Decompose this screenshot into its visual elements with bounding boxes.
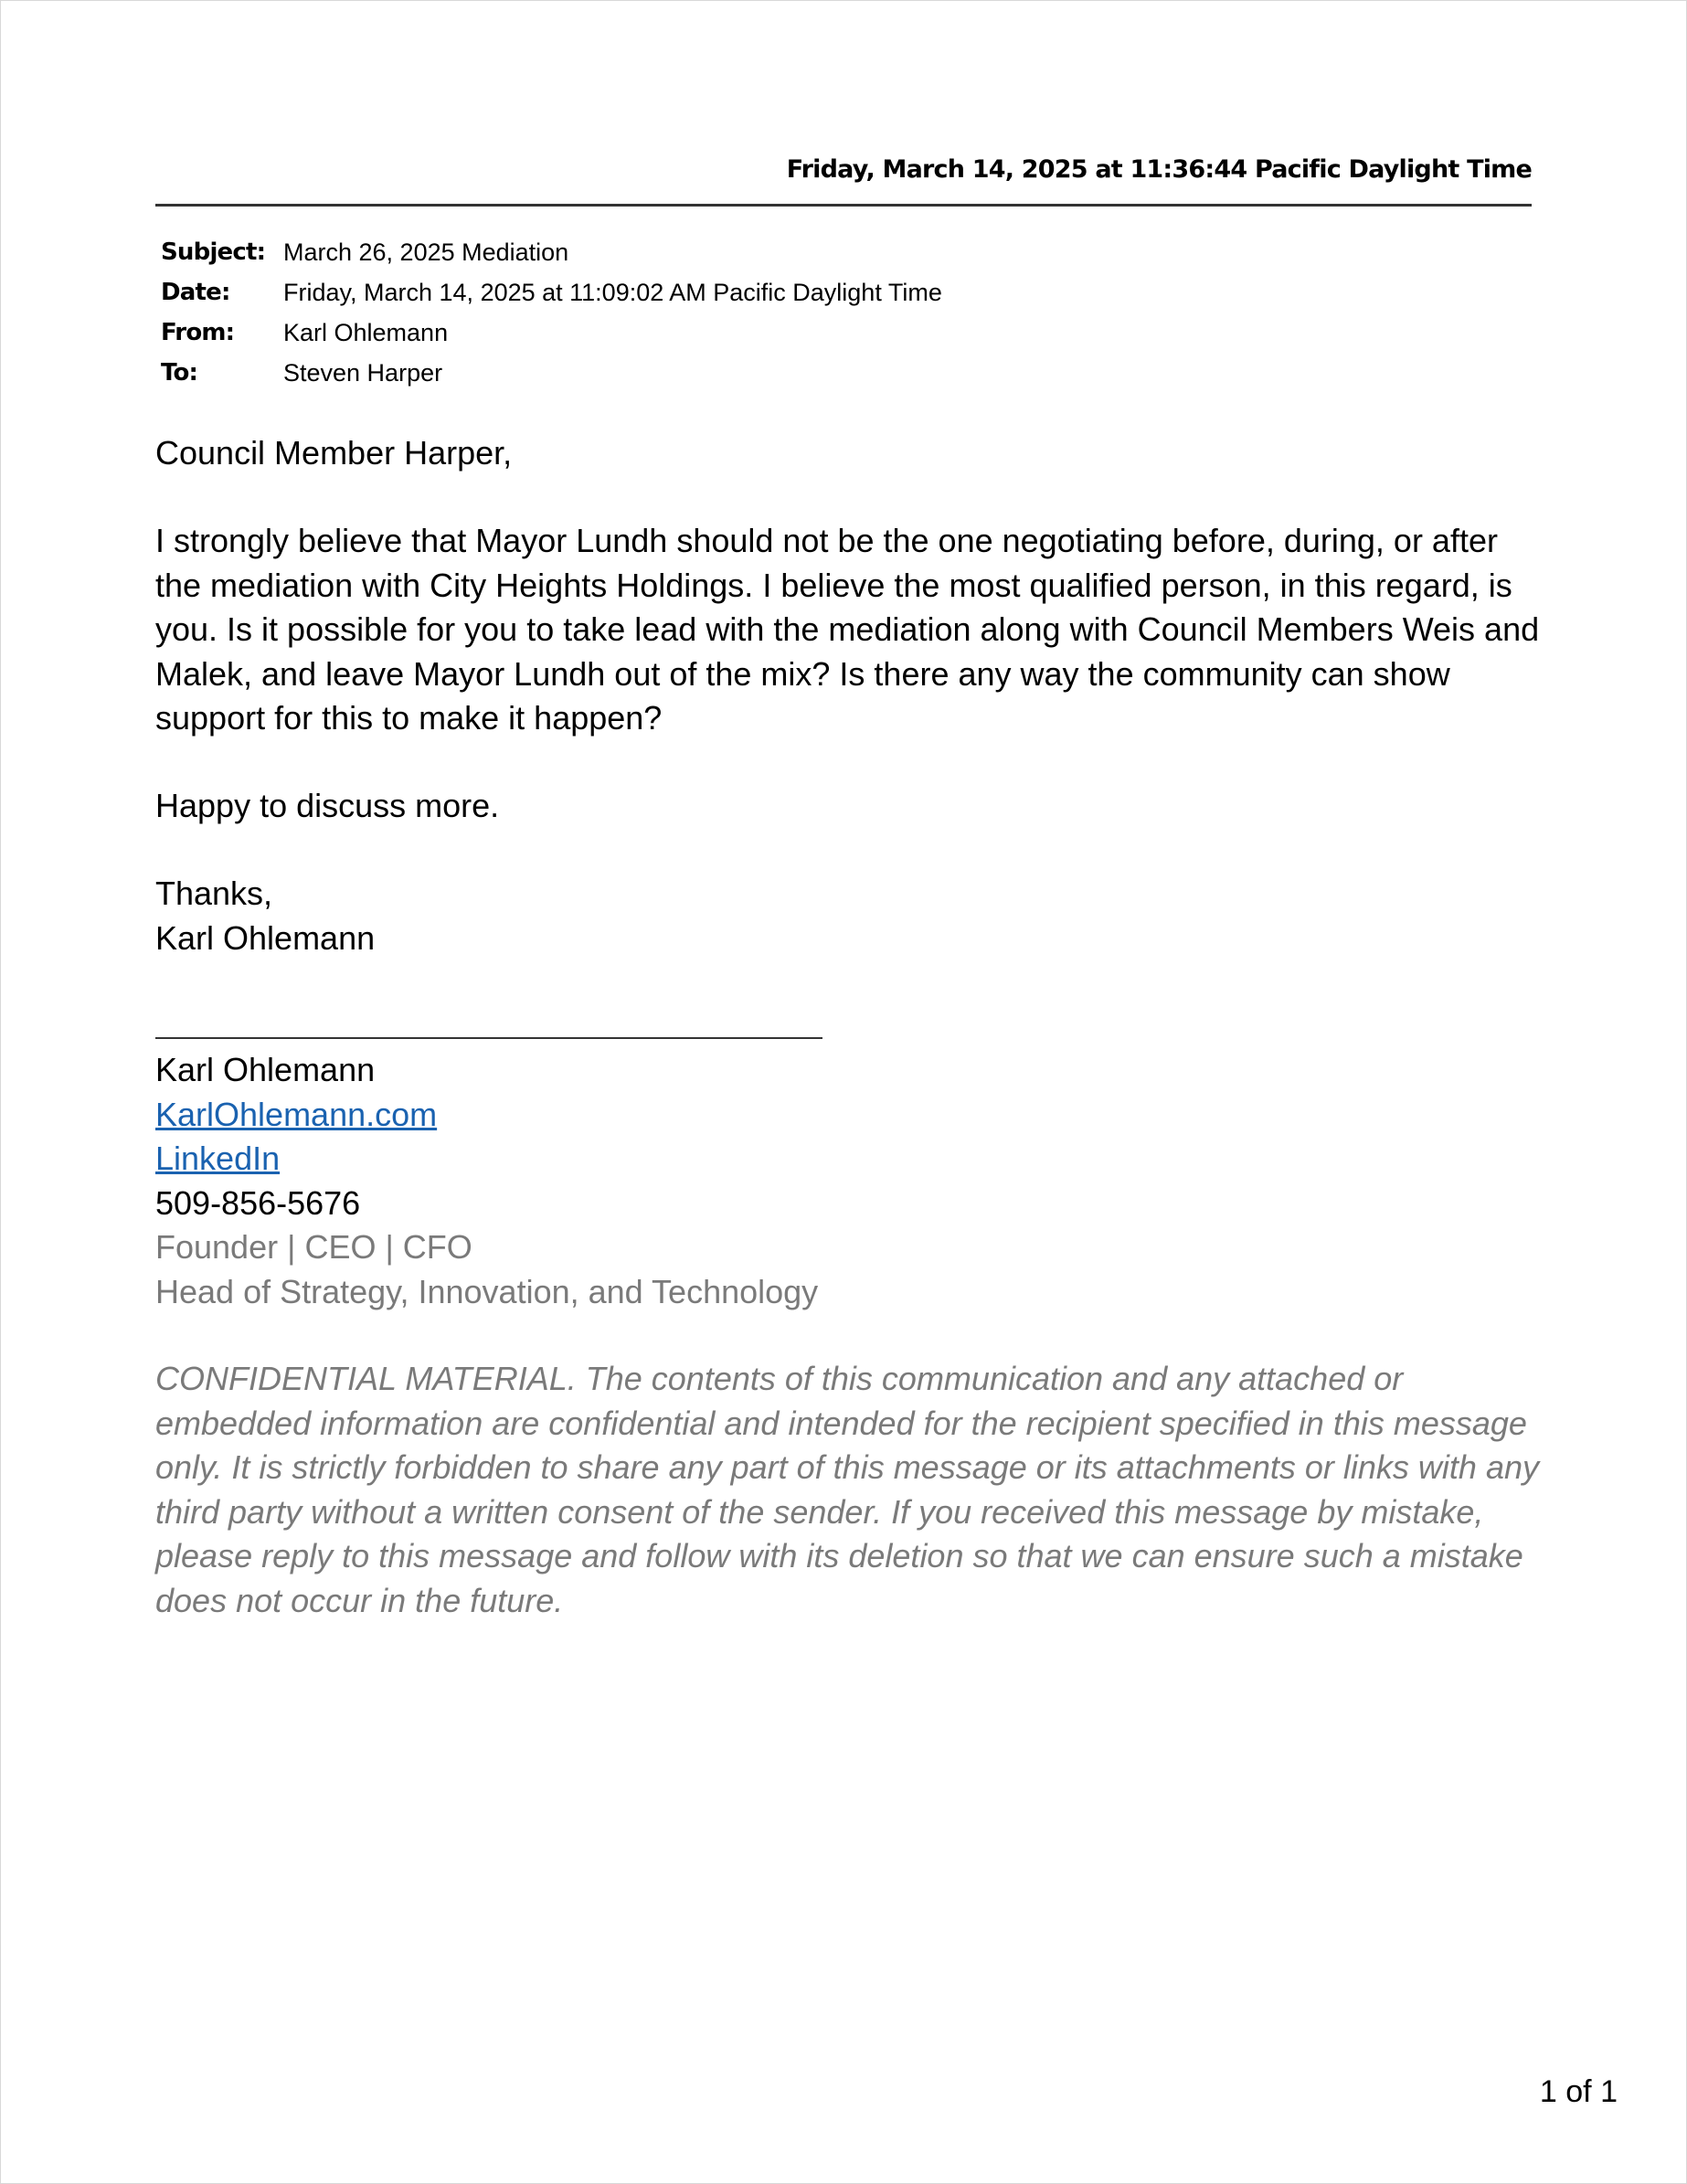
signature-name: Karl Ohlemann: [155, 1051, 376, 1088]
date-value: Friday, March 14, 2025 at 11:09:02 AM Pacific Daylight Time: [283, 278, 942, 306]
signature-block: [155, 1048, 818, 1314]
date-label: Date:: [161, 279, 230, 306]
from-label: From:: [161, 319, 235, 346]
header-divider: [155, 204, 1532, 207]
email-body-paragraph: I strongly believe that Mayor Lundh should not be the one negotiating before, during, or after the mediation with City Heights Holdings. I believe the most qualified person, in this regard, is you. Is it possible for you to take lead with the mediation along with Council Members Weis and Malek, and leave Mayor Lundh out of the mix? Is there any way the community can show support for this to make it happen?: [155, 522, 1540, 737]
date-row: [161, 272, 942, 313]
signoff-name: Karl Ohlemann: [155, 918, 376, 957]
from-value: Karl Ohlemann: [283, 318, 449, 346]
email-signoff: [155, 872, 1544, 960]
signature-divider: [155, 1037, 822, 1039]
email-discuss-line: Happy to discuss more.: [155, 787, 500, 824]
to-value: Steven Harper: [283, 358, 443, 387]
page-number: 1 of 1: [1539, 2074, 1618, 2109]
signature-phone: 509-856-5676: [155, 1183, 361, 1222]
subject-value: March 26, 2025 Mediation: [283, 238, 569, 266]
signature-role: Head of Strategy, Innovation, and Technology: [155, 1272, 819, 1310]
email-header-fields: [161, 232, 942, 393]
confidentiality-notice: CONFIDENTIAL MATERIAL. The contents of this communication and any attached or embedded information are confidential and intended for the recipient specified in this message only. It is strictly forbidden to share any part of this message or its attachments or links with any third party without a written consent of the sender. If you received this message by mistake, please reply to this message and follow with its deletion so that we can ensure such a mistake does not occur in the future.: [155, 1360, 1539, 1619]
from-row: [161, 313, 942, 353]
signature-titles: Founder | CEO | CFO: [155, 1228, 472, 1266]
signoff-thanks: Thanks,: [155, 875, 273, 912]
to-label: To:: [161, 359, 198, 387]
print-timestamp: Friday, March 14, 2025 at 11:36:44 Pacific Daylight Time: [786, 155, 1532, 184]
subject-row: [161, 232, 942, 272]
website-link[interactable]: KarlOhlemann.com: [155, 1095, 438, 1133]
email-greeting: Council Member Harper,: [155, 434, 513, 472]
linkedin-link[interactable]: LinkedIn: [155, 1140, 281, 1177]
subject-label: Subject:: [161, 239, 266, 266]
to-row: [161, 353, 942, 393]
